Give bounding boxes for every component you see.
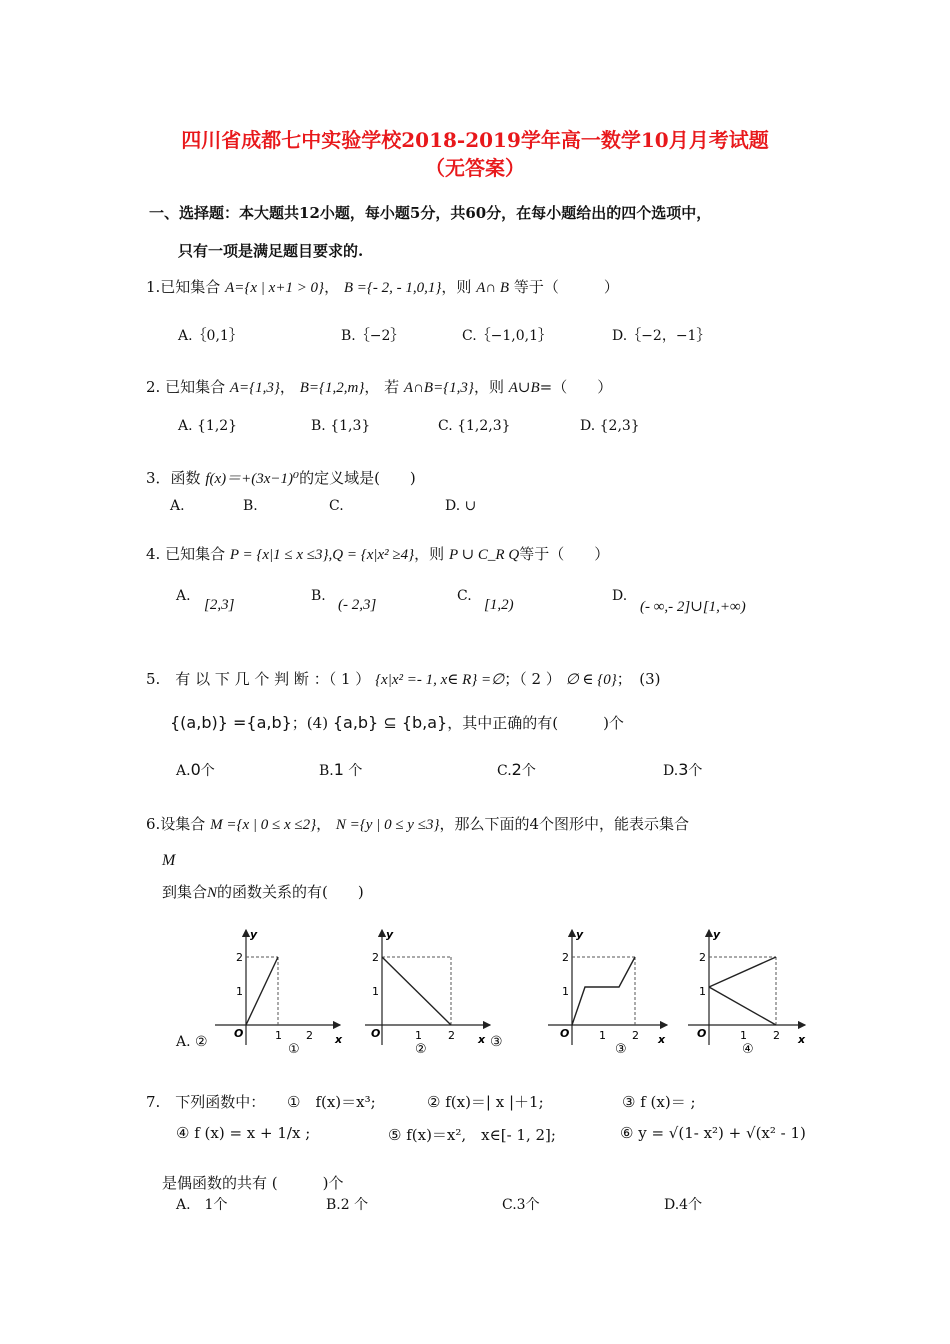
origin-label: O — [371, 1027, 381, 1040]
q7-option-b: B.2 个 — [326, 1197, 369, 1213]
x-tick-label: 1 — [415, 1029, 422, 1042]
x-tick-label: 1 — [740, 1029, 747, 1042]
y-tick-label: 1 — [562, 985, 569, 998]
function-curve — [572, 957, 635, 1025]
q4-option-d: D. — [612, 588, 628, 604]
q1-option-c: C.｛−1,0,1｝ — [462, 328, 553, 344]
q4-option-c: C. — [457, 588, 472, 604]
y-tick-label: 1 — [699, 985, 706, 998]
x-tick-label: 2 — [306, 1029, 313, 1042]
x-tick-label: 1 — [599, 1029, 606, 1042]
x-axis-label: x — [478, 1033, 486, 1046]
y-axis-label: y — [713, 928, 721, 941]
function-curve — [709, 957, 776, 987]
q1-option-d: D.｛−2，−1｝ — [612, 328, 711, 344]
y-tick-label: 1 — [372, 985, 379, 998]
q2-option-c: C. {1,2,3} — [438, 418, 511, 434]
y-tick-label: 1 — [236, 985, 243, 998]
q2-option-a: A. {1,2} — [178, 418, 238, 434]
origin-label: O — [234, 1027, 244, 1040]
function-curve — [382, 957, 451, 1025]
graph-2 — [360, 925, 500, 1055]
q7-stem: 7. 下列函数中： — [146, 1093, 266, 1111]
q5-option-c: C.2个 — [497, 760, 536, 779]
y-tick-label: 2 — [699, 951, 706, 964]
q6-answer-tail: ③ — [490, 1034, 503, 1050]
q1-set-a: A={x | x+1 > 0} — [225, 280, 325, 296]
section-heading-line1: 一、选择题：本大题共12小题，每小题5分，共60分，在每小题给出的四个选项中， — [149, 204, 712, 222]
x-axis-label: x — [335, 1033, 343, 1046]
q3-stem: 3．函数 f(x)＝+(3x−1)⁰的定义域是( ) — [146, 469, 416, 487]
q6-stem-line1: 6.设集合 M ={x | 0 ≤ x ≤2}， N ={y | 0 ≤ y ≤3}，那么下面的4个图形中，能表示集合 — [146, 815, 689, 833]
graph-label: ③ — [615, 1042, 627, 1055]
function-curve — [246, 957, 278, 1025]
q4-option-a: A. — [176, 588, 191, 604]
origin-label: O — [697, 1027, 707, 1040]
q2-option-b: B. {1,3} — [311, 418, 371, 434]
x-tick-label: 2 — [773, 1029, 780, 1042]
q1-stem: 1.已知集合 A={x | x+1 > 0}， B ={- 2, - 1,0,1}，则 A∩ B 等于（ ） — [146, 278, 619, 296]
section-heading-line2: 只有一项是满足题目要求的. — [178, 242, 364, 260]
q4-option-d-value: (- ∞,- 2]∪[1,+∞) — [640, 599, 746, 615]
q7-item-6: ⑥ y = √(1- x²) + √(x² - 1) — [620, 1124, 806, 1142]
q4-stem: 4. 已知集合 P = {x|1 ≤ x ≤3},Q = {x|x² ≥4}，则 P ∪ C_R Q等于（ ） — [146, 545, 610, 563]
y-axis-label: y — [386, 928, 394, 941]
q2-stem: 2. 已知集合 A={1,3}， B={1,2,m}， 若 A∩B={1,3}，则 A∪B=（ ） — [146, 378, 613, 396]
q7-item-1: ① f(x)＝x³; — [287, 1093, 376, 1111]
q7-item-5: ⑤ f(x)＝x², x∈[- 1, 2]; — [388, 1126, 556, 1144]
y-tick-label: 2 — [236, 951, 243, 964]
graph-4 — [685, 925, 820, 1055]
origin-label: O — [560, 1027, 570, 1040]
q5-option-b: B.1 个 — [319, 760, 363, 779]
q7-option-d: D.4个 — [664, 1197, 703, 1213]
function-curve — [709, 987, 776, 1025]
q4-option-c-value: [1,2) — [484, 597, 514, 613]
graph-3 — [545, 925, 685, 1055]
x-tick-label: 2 — [632, 1029, 639, 1042]
q1-set-b: B ={- 2, - 1,0,1} — [343, 280, 442, 296]
q6-stem-line2: 到集合N的函数关系的有( ) — [162, 883, 364, 901]
q3-option-c: C. — [329, 498, 344, 514]
q7-item-2: ② f(x)＝| x |＋1; — [427, 1093, 544, 1111]
q4-option-a-value: [2,3] — [204, 597, 235, 613]
q4-option-b: B. — [311, 588, 326, 604]
graph-1 — [210, 925, 350, 1055]
graph-label: ② — [415, 1042, 427, 1055]
q3-option-d: D. ∪ — [445, 498, 477, 514]
q3-option-b: B. — [243, 498, 258, 514]
graph-label: ④ — [742, 1042, 754, 1055]
q1-option-b: B.｛−2｝ — [341, 328, 405, 344]
q4-option-b-value: (- 2,3] — [338, 597, 377, 613]
q7-option-c: C.3个 — [502, 1197, 540, 1213]
q5-stem-line2: {(a,b)} ={a,b}；(4) {a,b} ⊆ {b,a}，其中正确的有( )个 — [170, 713, 624, 732]
y-tick-label: 2 — [372, 951, 379, 964]
doc-title-line2: （无答案） — [425, 156, 525, 180]
q5-option-a: A.0个 — [176, 760, 215, 779]
q6-set-m: M — [162, 852, 176, 869]
graph-label: ① — [288, 1042, 300, 1055]
doc-title-line1: 四川省成都七中实验学校2018-2019学年高一数学10月月考试题 — [181, 128, 769, 152]
q7-item-3: ③ f (x)＝ ; — [622, 1093, 696, 1111]
x-axis-label: x — [798, 1033, 806, 1046]
q5-stem-line1: 5. 有 以 下 几 个 判 断 ：（ 1 ） {x|x² =- 1, x∈ R} =∅；（ 2 ） ∅ ∈ {0}； (3) — [146, 670, 661, 688]
q7-option-a: A. 1个 — [176, 1197, 228, 1213]
q5-option-d: D.3个 — [663, 760, 703, 779]
y-axis-label: y — [250, 928, 258, 941]
q1-option-a: A.｛0,1｝ — [178, 328, 243, 344]
q7-stem-line3: 是偶函数的共有 ( )个 — [162, 1174, 344, 1192]
q7-item-4: ④ f (x) = x + 1/x ; — [176, 1124, 311, 1142]
y-tick-label: 2 — [562, 951, 569, 964]
x-tick-label: 2 — [448, 1029, 455, 1042]
y-axis-label: y — [576, 928, 584, 941]
q3-option-a: A. — [170, 498, 185, 514]
x-axis-label: x — [658, 1033, 666, 1046]
q6-answer-label: A. ② — [176, 1034, 208, 1050]
x-tick-label: 1 — [275, 1029, 282, 1042]
q2-option-d: D. {2,3} — [580, 418, 640, 434]
